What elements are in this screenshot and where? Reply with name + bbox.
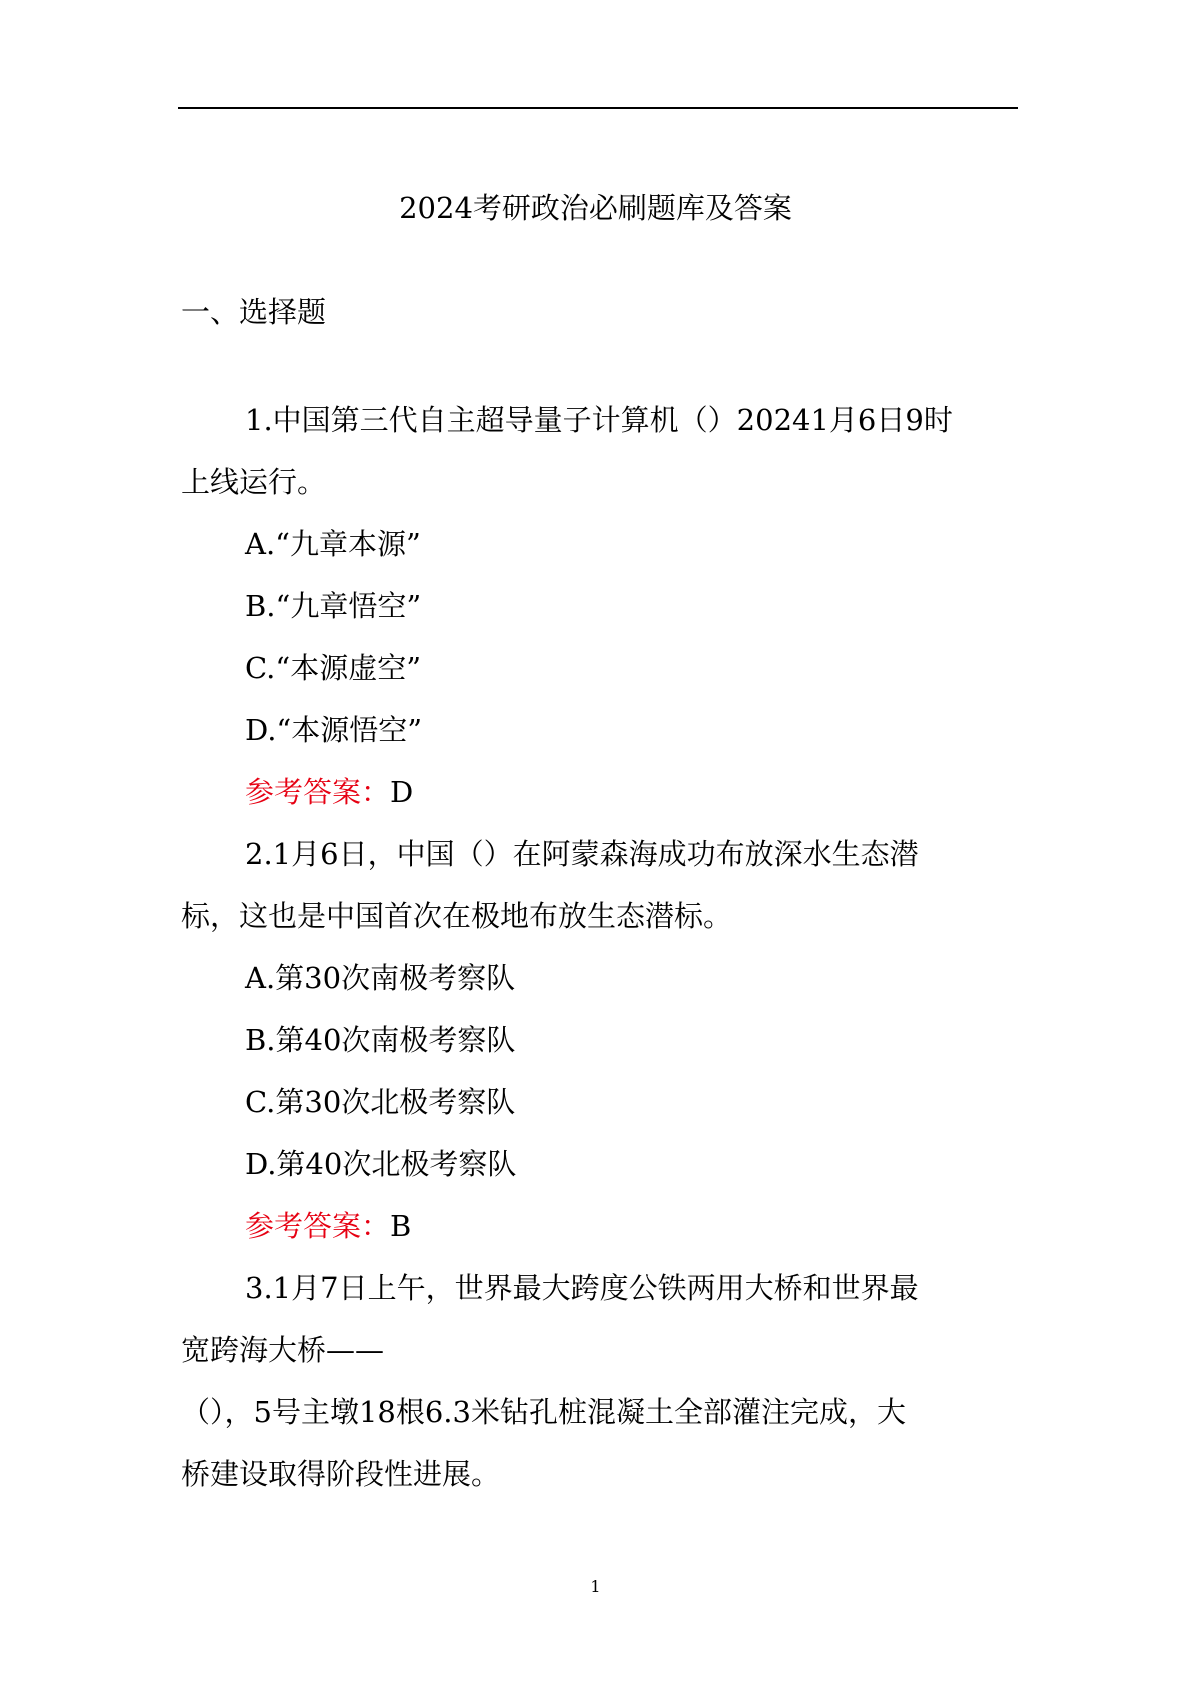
question-3-stem-line-3: （），5号主墩18根6.3米钻孔桩混凝土全部灌注完成，大 bbox=[181, 1395, 906, 1429]
question-2-stem-line-1: 2.1月6日，中国（）在阿蒙森海成功布放深水生态潜 bbox=[245, 837, 919, 871]
question-1-option-b: B.“九章悟空” bbox=[245, 589, 422, 623]
question-2-option-d: D.第40次北极考察队 bbox=[245, 1147, 517, 1181]
section-heading: 一、选择题 bbox=[181, 295, 327, 329]
header-rule bbox=[178, 107, 1018, 109]
question-2-answer bbox=[245, 1206, 411, 1246]
answer-value: D bbox=[390, 775, 414, 809]
question-3-stem-line-1: 3.1月7日上午，世界最大跨度公铁两用大桥和世界最 bbox=[245, 1271, 919, 1305]
question-2-option-a: A.第30次南极考察队 bbox=[245, 961, 516, 995]
question-1-answer bbox=[245, 772, 413, 812]
question-2-stem-line-2: 标，这也是中国首次在极地布放生态潜标。 bbox=[181, 899, 733, 933]
question-1-option-a: A.“九章本源” bbox=[245, 527, 421, 561]
answer-label: 参考答案： bbox=[245, 1209, 391, 1243]
answer-value: B bbox=[390, 1209, 412, 1243]
question-3-stem-line-2: 宽跨海大桥—— bbox=[181, 1333, 385, 1367]
question-1-stem-line-2: 上线运行。 bbox=[181, 465, 327, 499]
question-2-option-b: B.第40次南极考察队 bbox=[245, 1023, 516, 1057]
question-3-stem-line-4: 桥建设取得阶段性进展。 bbox=[181, 1457, 501, 1491]
question-1-option-c: C.“本源虚空” bbox=[245, 651, 422, 685]
document-title: 2024考研政治必刷题库及答案 bbox=[399, 191, 792, 225]
question-1-option-d: D.“本源悟空” bbox=[245, 713, 423, 747]
question-1-stem-line-1: 1.中国第三代自主超导量子计算机（）20241月6日9时 bbox=[245, 403, 953, 437]
question-2-option-c: C.第30次北极考察队 bbox=[245, 1085, 516, 1119]
page-number: 1 bbox=[590, 1577, 601, 1596]
answer-label: 参考答案： bbox=[245, 775, 391, 809]
